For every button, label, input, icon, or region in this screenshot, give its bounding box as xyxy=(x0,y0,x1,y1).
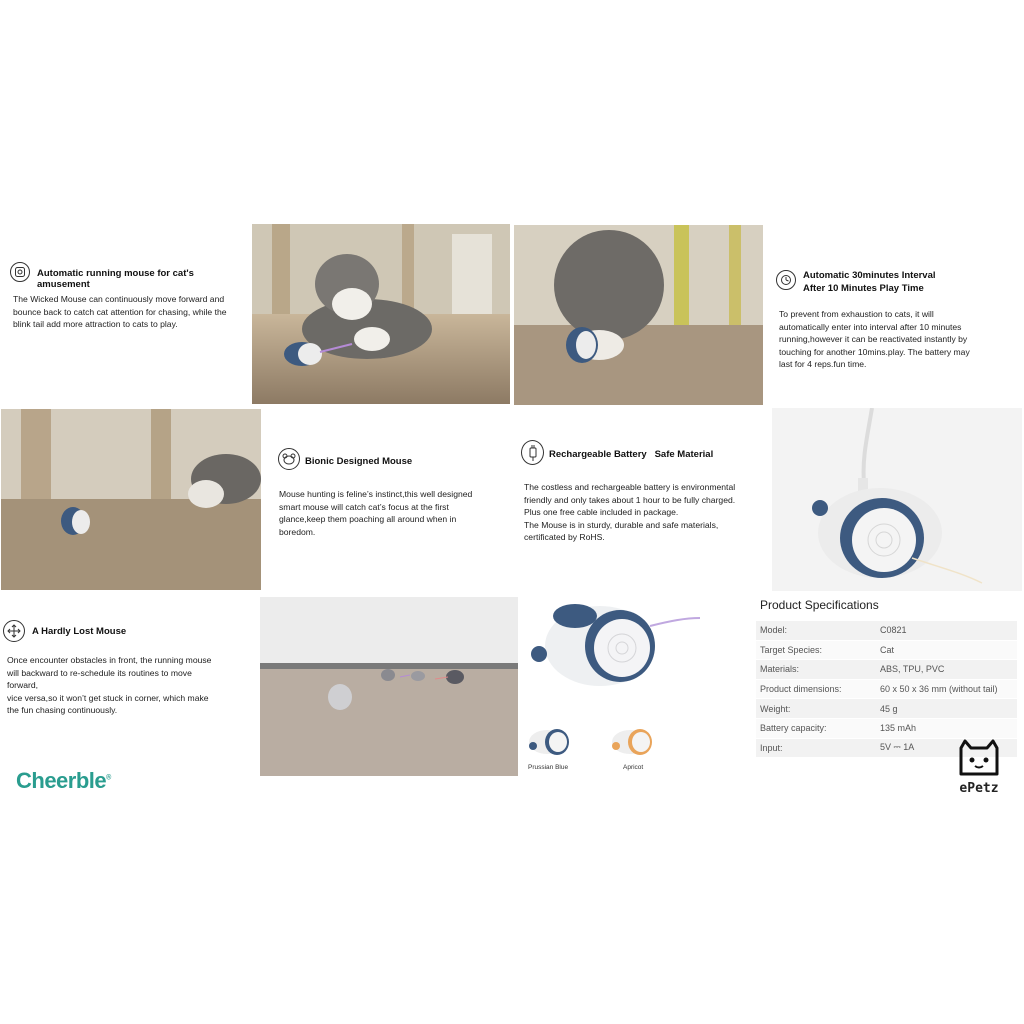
spec-value: 45 g xyxy=(876,699,1017,719)
mouse-charging-photo xyxy=(772,408,1022,591)
watermark-text: ePetz xyxy=(959,781,999,796)
spec-row xyxy=(756,679,1017,699)
brand-name: Cheerble xyxy=(16,768,107,793)
feature-body: The Wicked Mouse can continuously move forward and bounce back to catch cat attention for chasing, while the blink tail add more attraction to cats to play. xyxy=(13,294,227,330)
epetz-watermark xyxy=(955,738,1003,798)
spec-value: Cat xyxy=(876,640,1017,660)
room-mice-photo xyxy=(260,597,518,776)
brand-trademark: ® xyxy=(106,774,111,782)
feature-title: Automatic running mouse for cat's amusement xyxy=(37,268,194,290)
spec-label: Weight: xyxy=(756,699,876,719)
variant-apricot[interactable] xyxy=(608,724,658,760)
clock-icon xyxy=(776,270,796,290)
move-arrows-icon xyxy=(3,620,25,642)
feature-title: Rechargeable Battery Safe Material xyxy=(549,449,714,460)
spec-label: Target Species: xyxy=(756,640,876,660)
feature-title-line2: After 10 Minutes Play Time xyxy=(803,283,924,294)
cat-watching-photo xyxy=(1,409,261,590)
spec-row xyxy=(756,718,1017,738)
mouse-head-icon xyxy=(278,448,300,470)
spec-title: Product Specifications xyxy=(760,598,879,612)
spec-label: Product dimensions: xyxy=(756,679,876,699)
feature-body: To prevent from exhaustion to cats, it will automatically enter into interval after 10 minutes running,however it can be reactivated instantly by touching for another 10mins.play. The battery may last for 4 reps.fun time. xyxy=(779,309,970,370)
cat-playing-photo xyxy=(252,224,510,404)
spec-label: Model: xyxy=(756,621,876,640)
variant-prussian-blue[interactable] xyxy=(525,724,575,760)
feature-title-line1: Automatic 30minutes Interval xyxy=(803,270,936,281)
feature-body: The costless and rechargeable battery is environmental friendly and only takes about 1 hour to be fully charged. Plus one free cable included in package. The Mouse is in sturdy, durable and safe materials, certificated by RoHS. xyxy=(524,482,736,543)
spec-label: Input: xyxy=(756,738,876,758)
spec-value: 5V ⎓ 1A xyxy=(876,738,1017,758)
feature-body: Once encounter obstacles in front, the running mouse will backward to re-schedule its routines to move forward, vice versa,so it won’t get stuck in corner, which make the fun chasing continuously. xyxy=(7,655,212,716)
feature-title: A Hardly Lost Mouse xyxy=(32,626,127,637)
battery-plug-icon xyxy=(521,440,544,465)
variant-label: Apricot xyxy=(623,764,644,771)
spec-row xyxy=(756,621,1017,640)
spec-row xyxy=(756,640,1017,660)
spec-row xyxy=(756,699,1017,719)
spec-label: Materials: xyxy=(756,660,876,680)
variant-label: Prussian Blue xyxy=(528,764,569,771)
feature-body: Mouse hunting is feline’s instinct,this well designed smart mouse will catch cat’s focus at the first glance,keep them poaching all around when in boredom. xyxy=(279,489,473,537)
spec-value: 135 mAh xyxy=(876,718,1017,738)
mouse-toy-icon xyxy=(10,262,30,282)
product-render xyxy=(520,596,760,721)
brand-logo xyxy=(16,768,111,794)
cat-face-logo-icon xyxy=(955,738,1003,778)
spec-value: ABS, TPU, PVC xyxy=(876,660,1017,680)
feature-title: Bionic Designed Mouse xyxy=(305,456,413,467)
spec-value: C0821 xyxy=(876,621,1017,640)
spec-value: 60 x 50 x 36 mm (without tail) xyxy=(876,679,1017,699)
spec-row xyxy=(756,660,1017,680)
spec-label: Battery capacity: xyxy=(756,718,876,738)
feature-title-block xyxy=(803,269,1003,295)
cat-paw-photo xyxy=(514,225,763,405)
